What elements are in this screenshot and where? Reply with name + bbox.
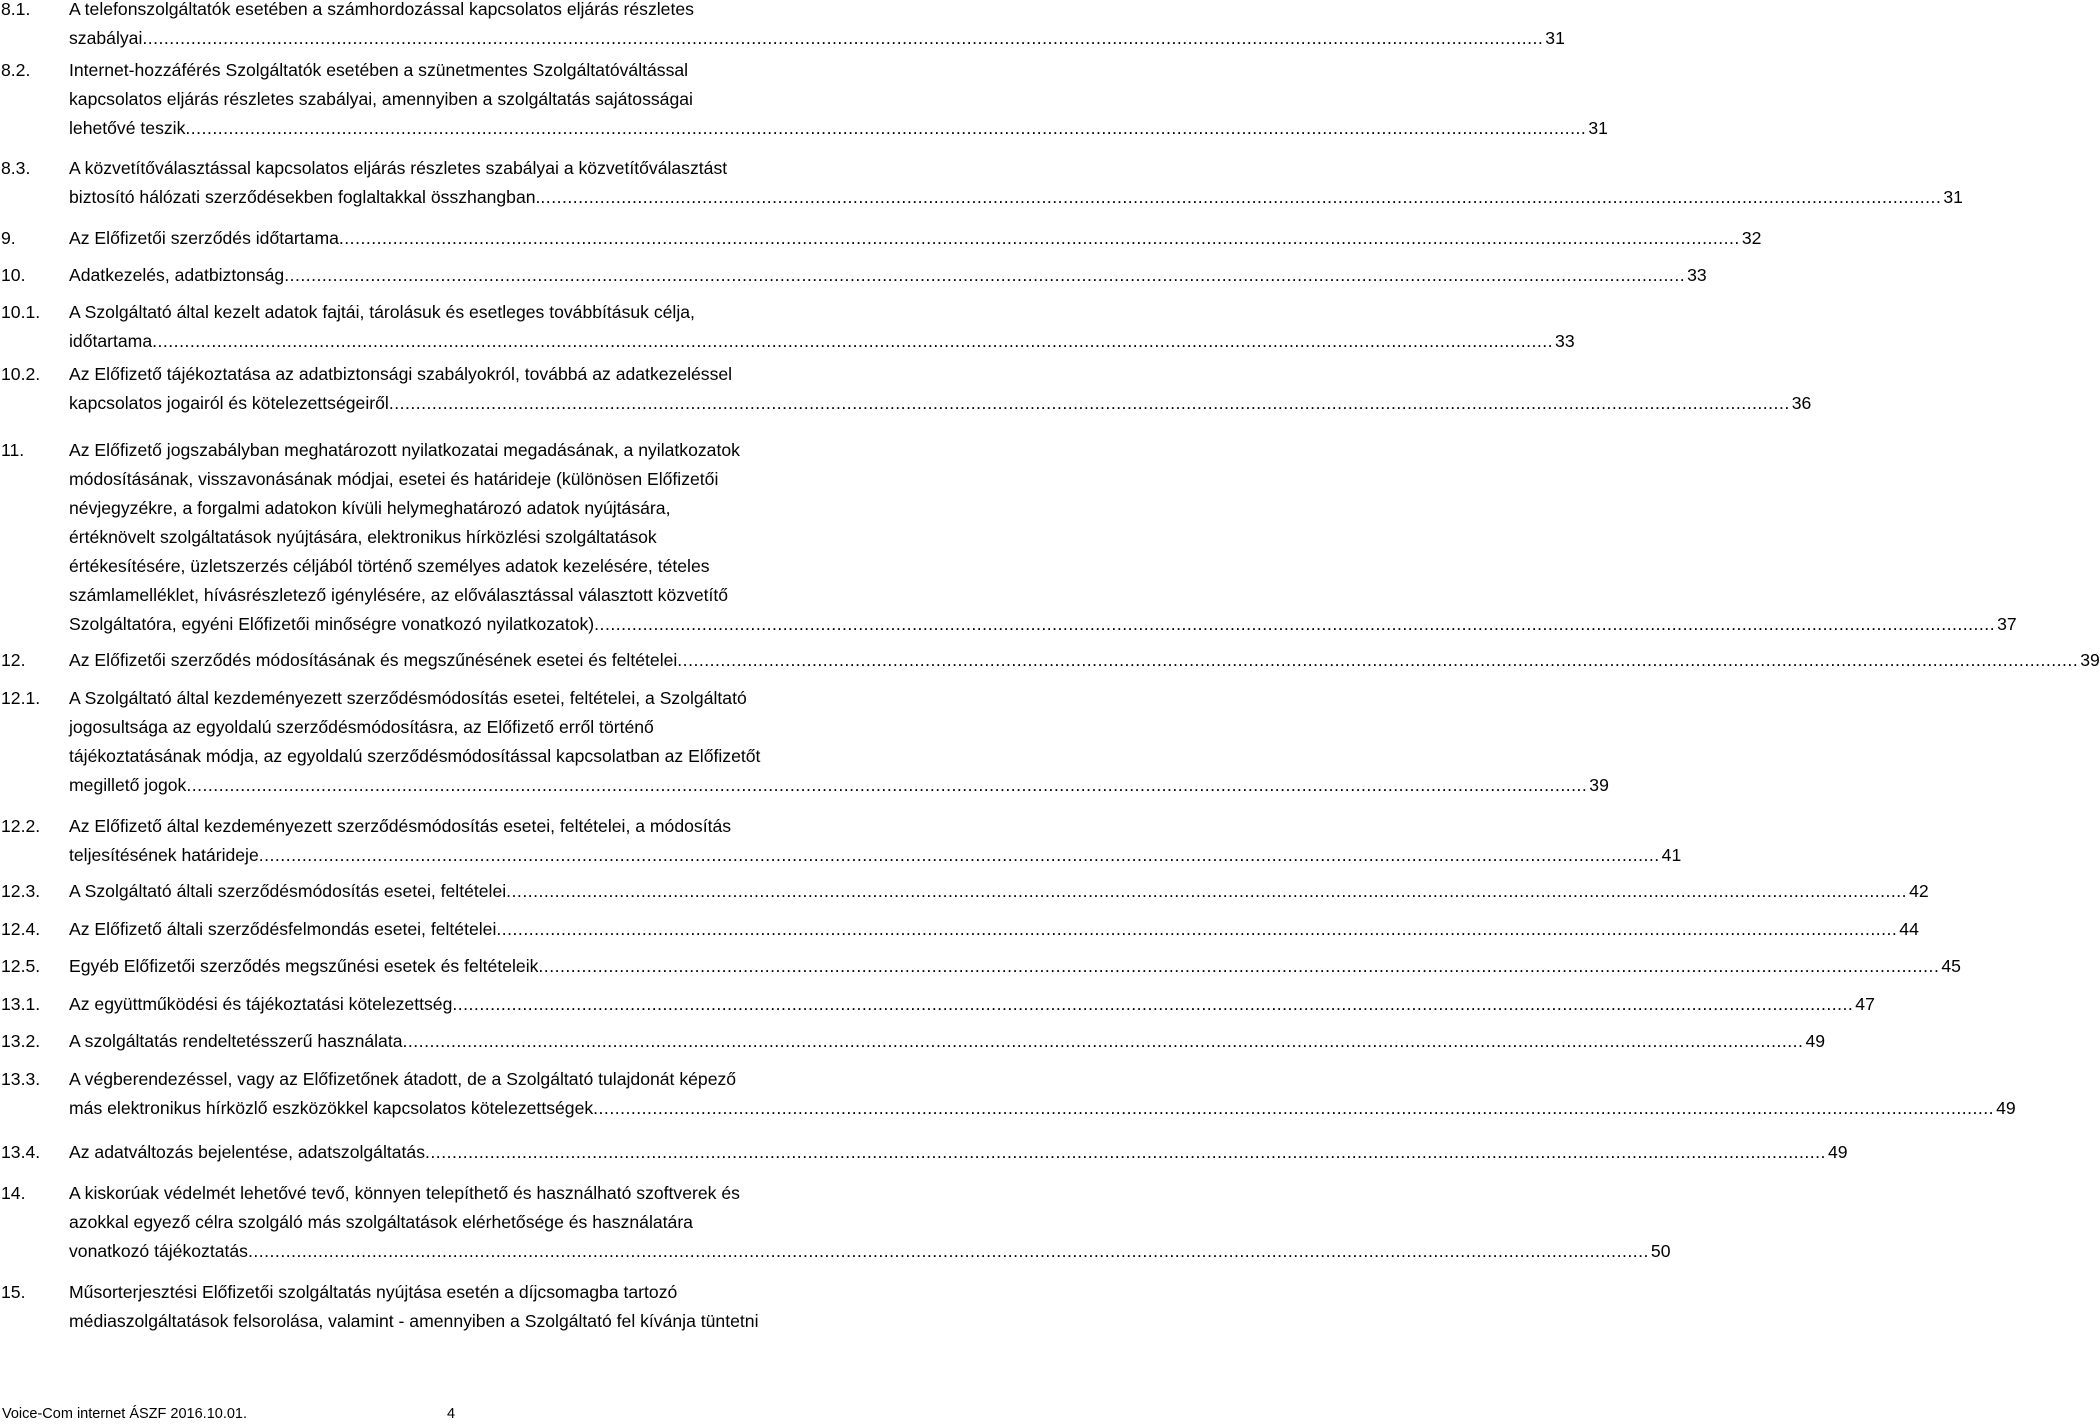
toc-entry-title-line: értékesítésére, üzletszerzés céljából történő személyes adatok kezelésére, tételes (69, 556, 710, 576)
dot-leader (248, 1237, 1649, 1266)
toc-entry-title-line: A Szolgáltató általi szerződésmódosítás esetei, feltételei (69, 881, 507, 901)
toc-entry[interactable] (0, 436, 2017, 639)
toc-entry-number: 8.1. (1, 0, 31, 19)
toc-entry-title-line: tájékoztatásának módja, az egyoldalú szerződésmódosítással kapcsolatban az Előfizetőt (69, 746, 761, 766)
toc-entry-number: 12.4. (1, 919, 41, 939)
toc-entry-title-line: Az Előfizetői szerződés időtartama (69, 228, 339, 248)
toc-entry-title-line: Az adatváltozás bejelentése, adatszolgáltatás (69, 1142, 426, 1162)
toc-entry-title (69, 684, 1609, 800)
dot-leader (538, 952, 1939, 981)
dot-leader (389, 389, 1790, 418)
toc-entry-title-line: A Szolgáltató által kezdeményezett szerződésmódosítás esetei, feltételei, a Szolgáltató (69, 688, 747, 708)
toc-entry[interactable] (0, 952, 1961, 981)
toc-entry-page-number: 49 (1996, 1098, 2016, 1118)
toc-entry-number: 13.3. (1, 1069, 41, 1089)
toc-entry-title-line: Az Előfizetői szerződés módosításának és megszűnésének esetei és feltételei (69, 650, 678, 670)
toc-entry-title-line: számlamelléklet, hívásrészletező igénylésére, az előválasztással választott közvetítő (69, 585, 729, 605)
toc-entry[interactable] (0, 646, 2100, 675)
dot-leader (425, 1138, 1826, 1167)
toc-entry-page-number: 33 (1687, 265, 1707, 285)
toc-entry-number: 12.2. (1, 816, 41, 836)
toc-entry-title (69, 812, 1681, 870)
footer-document-id: Voice-Com internet ÁSZF 2016.10.01. (2, 1406, 248, 1422)
toc-entry-number: 9. (1, 228, 16, 248)
toc-entry-number: 13.1. (1, 994, 41, 1014)
toc-entry-title (69, 224, 1761, 253)
toc-entry-title-line: szabályai (69, 28, 143, 48)
toc-entry[interactable] (0, 224, 1762, 253)
toc-entry-title-line: vonatkozó tájékoztatás (69, 1241, 248, 1261)
toc-entry-number: 13.4. (1, 1142, 41, 1162)
toc-entry-title-line: Egyéb Előfizetői szerződés megszűnési esetek és feltételeik (69, 956, 539, 976)
toc-entry-title-line: Az Előfizető által kezdeményezett szerződésmódosítás esetei, feltételei, a módosítás (69, 816, 732, 836)
toc-entry[interactable] (0, 812, 1682, 870)
toc-entry-title (69, 1138, 1848, 1167)
toc-entry-title (69, 877, 1929, 906)
toc-entry[interactable] (0, 298, 1575, 356)
toc-entry-page-number: 31 (1943, 187, 1963, 207)
toc-entry-page-number: 41 (1661, 845, 1682, 865)
toc-entry-number: 12.5. (1, 956, 41, 976)
toc-entry-title (69, 436, 2017, 639)
dot-leader (259, 841, 1660, 870)
toc-entry-title-line: A telefonszolgáltatók esetében a számhordozással kapcsolatos eljárás részletes (69, 0, 694, 19)
toc-entry-title-line: médiaszolgáltatások felsorolása, valamint - amennyiben a Szolgáltató fel kívánja tüntetni (69, 1311, 759, 1331)
toc-entry-number: 12. (1, 650, 26, 670)
toc-entry-number: 11. (1, 440, 25, 460)
toc-entry[interactable] (0, 915, 1919, 944)
dot-leader (403, 1027, 1804, 1056)
toc-entry-title (69, 298, 1575, 356)
toc-entry[interactable] (0, 1027, 1826, 1056)
toc-entry-title-line: azokkal egyező célra szolgáló más szolgáltatások elérhetősége és használatára (69, 1212, 693, 1232)
toc-entry-title (69, 154, 1963, 212)
toc-entry[interactable] (0, 0, 1565, 53)
toc-entry-title (69, 1027, 1825, 1056)
dot-leader (284, 261, 1685, 290)
toc-entry-title (69, 1065, 2016, 1123)
toc-entry-number: 8.3. (1, 158, 31, 178)
toc-entry-page-number: 33 (1555, 331, 1575, 351)
toc-entry-title-line: A végberendezéssel, vagy az Előfizetőnek átadott, de a Szolgáltató tulajdonát képező (69, 1069, 737, 1089)
dot-leader (506, 877, 1907, 906)
toc-entry-page-number: 31 (1545, 28, 1565, 48)
toc-entry[interactable] (0, 1065, 2016, 1123)
toc-entry-page-number: 37 (1997, 614, 2017, 634)
toc-entry-number: 12.1. (1, 688, 41, 708)
toc-entry-title-line: biztosító hálózati szerződésekben foglaltakkal összhangban. (69, 187, 541, 207)
toc-entry-page-number: 42 (1909, 881, 1929, 901)
toc-entry-title-line: A kiskorúak védelmét lehetővé tevő, könnyen telepíthető és használható szoftverek és (69, 1183, 740, 1203)
toc-entry[interactable] (0, 56, 1608, 143)
toc-entry-title-line: teljesítésének határideje (69, 845, 259, 865)
toc-entry-title (69, 261, 1707, 290)
toc-entry-title-line: lehetővé teszik (69, 118, 186, 138)
toc-entry-title (69, 56, 1608, 143)
dot-leader (496, 915, 1897, 944)
toc-entry-page-number: 45 (1941, 956, 1961, 976)
toc-entry[interactable] (0, 877, 1929, 906)
toc-entry[interactable] (0, 684, 1609, 800)
dot-leader (339, 224, 1740, 253)
dot-leader (452, 990, 1853, 1019)
toc-entry-title-line: Internet-hozzáférés Szolgáltatók esetében a szünetmentes Szolgáltatóváltással (69, 60, 689, 80)
toc-entry-title-line: névjegyzékre, a forgalmi adatokon kívüli helymeghatározó adatok nyújtására, (69, 498, 671, 518)
toc-entry[interactable] (0, 154, 1963, 212)
toc-entry-title-line: Adatkezelés, adatbiztonság (69, 265, 285, 285)
toc-entry-title (69, 915, 1919, 944)
toc-entry-page-number: 44 (1899, 919, 1919, 939)
dot-leader (594, 610, 1995, 639)
toc-entry-title-line: értéknövelt szolgáltatások nyújtására, elektronikus hírközlési szolgáltatások (69, 527, 657, 547)
toc-entry-title (69, 646, 2100, 675)
toc-entry[interactable] (0, 990, 1875, 1019)
toc-entry-title-line: módosításának, visszavonásának módjai, esetei és határideje (különösen Előfizetői (69, 469, 719, 489)
dot-leader (540, 183, 1941, 212)
toc-entry-number: 10.2. (1, 364, 41, 384)
toc-entry-title-line: Az Előfizető általi szerződésfelmondás esetei, feltételei (69, 919, 497, 939)
toc-entry-number: 13.2. (1, 1031, 41, 1051)
dot-leader (677, 646, 2078, 675)
toc-entry-title (69, 0, 1565, 53)
toc-entry-title-line: A szolgáltatás rendeltetésszerű használata (69, 1031, 403, 1051)
toc-entry-number: 10. (1, 265, 26, 285)
toc-entry-title-line: Szolgáltatóra, egyéni Előfizetői minőségre vonatkozó nyilatkozatok) (69, 614, 595, 634)
toc-entry-title-line: A közvetítőválasztással kapcsolatos eljárás részletes szabályai a közvetítőválasztást (69, 158, 728, 178)
toc-entry-title (69, 360, 1811, 418)
toc-entry-title (69, 952, 1961, 981)
toc-entry-number: 10.1. (1, 302, 41, 322)
toc-entry-number: 8.2. (1, 60, 31, 80)
toc-entry-title-line: Az Előfizető jogszabályban meghatározott nyilatkozatai megadásának, a nyilatkozatok (69, 440, 740, 460)
toc-entry-title-line: jogosultsága az egyoldalú szerződésmódosításra, az Előfizető erről történő (69, 717, 654, 737)
toc-entry-title (69, 1179, 1670, 1266)
footer-page-number: 4 (447, 1406, 456, 1422)
dot-leader (142, 24, 1543, 53)
toc-entry-number: 14. (1, 1183, 26, 1203)
toc-entry-title-line: időtartama (69, 331, 153, 351)
toc-entry-number: 12.3. (1, 881, 41, 901)
toc-entry-page-number: 32 (1741, 228, 1762, 248)
toc-entry-page-number: 36 (1791, 393, 1812, 413)
toc-entry-page-number: 49 (1827, 1142, 1848, 1162)
toc-entry[interactable] (0, 360, 1812, 418)
toc-entry-title-line: más elektronikus hírközlő eszközökkel kapcsolatos kötelezettségek (69, 1098, 594, 1118)
toc-entry-title-line: kapcsolatos jogairól és kötelezettségeiről (69, 393, 389, 413)
dot-leader (152, 327, 1553, 356)
toc-entry[interactable] (0, 1179, 1671, 1266)
toc-entry-page-number: 49 (1805, 1031, 1826, 1051)
toc-entry-title-line: megillető jogok (69, 775, 187, 795)
toc-entry[interactable] (0, 261, 1707, 290)
dot-leader (185, 114, 1586, 143)
toc-entry-page-number: 39 (1589, 775, 1609, 795)
toc-entry-page-number: 47 (1855, 994, 1875, 1014)
toc-entry-title-line: Az Előfizető tájékoztatása az adatbiztonsági szabályokról, továbbá az adatkezeléssel (69, 364, 733, 384)
dot-leader (186, 771, 1587, 800)
toc-entry-page-number: 39 (2080, 650, 2100, 670)
dot-leader (593, 1094, 1994, 1123)
toc-entry[interactable] (0, 1278, 958, 1336)
toc-entry-title-line: Az együttműködési és tájékoztatási kötelezettség (69, 994, 453, 1014)
toc-entry-page-number: 31 (1588, 118, 1608, 138)
toc-entry-title (69, 1278, 956, 1336)
toc-entry-page-number: 50 (1650, 1241, 1671, 1261)
toc-entry[interactable] (0, 1138, 1848, 1167)
toc-entry-title-line: Műsorterjesztési Előfizetői szolgáltatás nyújtása esetén a díjcsomagba tartozó (69, 1282, 678, 1302)
toc-entry-title-line: A Szolgáltató által kezelt adatok fajtái, tárolásuk és esetleges továbbításuk célja, (69, 302, 695, 322)
toc-entry-number: 15. (1, 1282, 26, 1302)
toc-entry-title (69, 990, 1875, 1019)
toc-entry-title-line: kapcsolatos eljárás részletes szabályai, amennyiben a szolgáltatás sajátosságai (69, 89, 693, 109)
